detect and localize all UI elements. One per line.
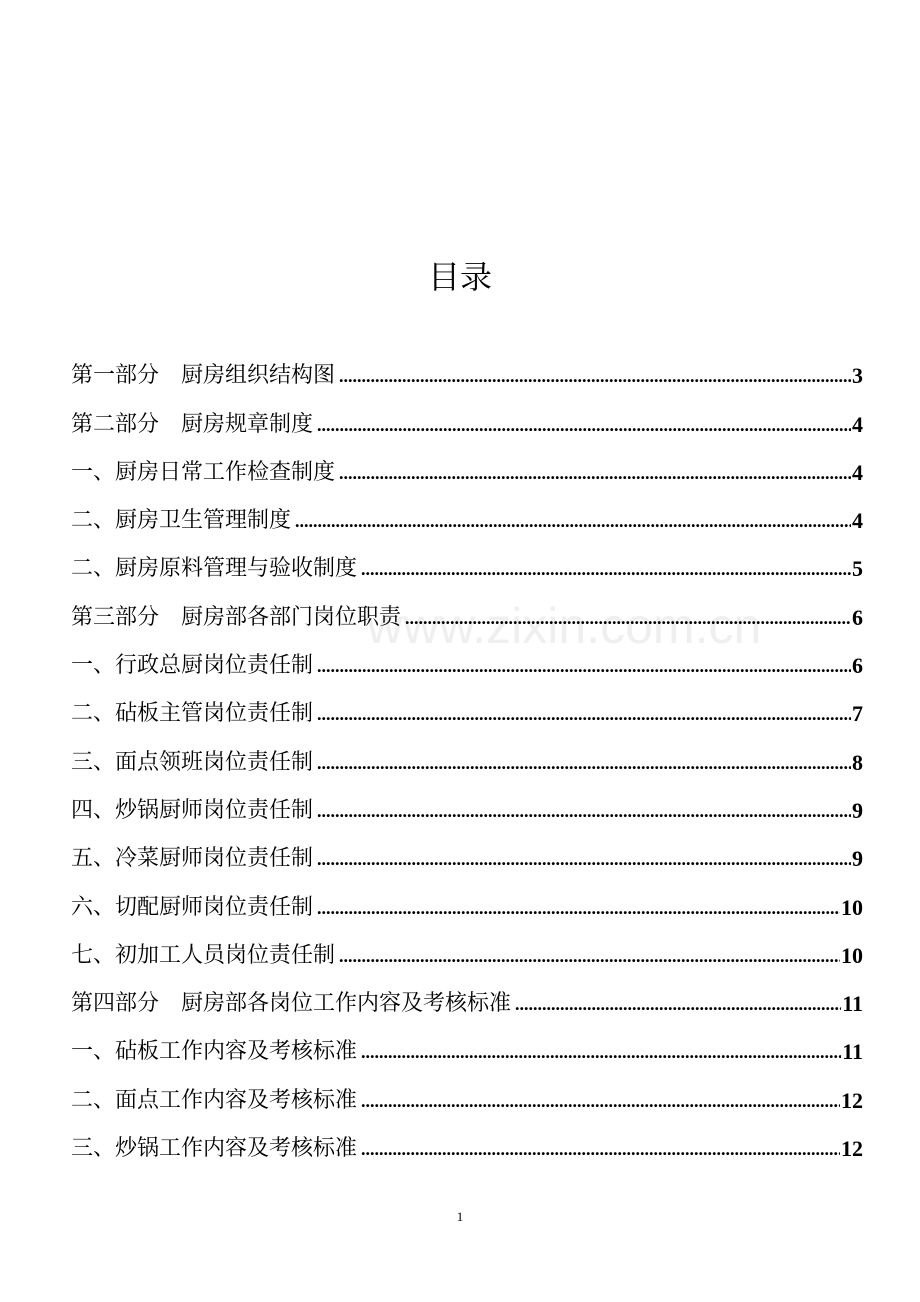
toc-entry[interactable] — [71, 400, 863, 448]
toc-entry-label: 三、炒锅工作内容及考核标准 — [71, 1136, 358, 1162]
toc-entry[interactable] — [71, 980, 863, 1028]
toc-entry-label: 一、砧板工作内容及考核标准 — [71, 1039, 358, 1065]
toc-entry[interactable] — [71, 932, 863, 980]
toc-entry-page: 11 — [842, 991, 863, 1017]
toc-entry[interactable] — [71, 545, 863, 593]
toc-leader-dots — [317, 642, 851, 690]
toc-entry-label: 五、冷菜厨师岗位责任制 — [71, 846, 314, 872]
toc-entry-label: 七、初加工人员岗位责任制 — [71, 942, 336, 968]
toc-entry-label: 六、切配厨师岗位责任制 — [71, 894, 314, 920]
toc-leader-dots — [295, 497, 851, 545]
page-number: 1 — [456, 1209, 464, 1224]
toc-entry-page: 9 — [852, 846, 863, 872]
toc-entry-page: 6 — [852, 653, 863, 679]
toc-leader-dots — [515, 980, 841, 1028]
toc-entry[interactable] — [71, 593, 863, 641]
toc-entry-page: 12 — [841, 1087, 863, 1113]
toc-entry-page: 4 — [852, 411, 863, 437]
toc-entry-page: 6 — [852, 604, 863, 630]
toc-entry[interactable] — [71, 642, 863, 690]
toc-entry-page: 4 — [852, 508, 863, 534]
toc-entry-page: 7 — [852, 701, 863, 727]
toc-entry[interactable] — [71, 497, 863, 545]
toc-entry[interactable] — [71, 1076, 863, 1124]
toc-entry-label: 第二部分 厨房规章制度 — [71, 411, 314, 437]
toc-entry[interactable] — [71, 449, 863, 497]
toc-entry[interactable] — [71, 883, 863, 931]
toc-entry[interactable] — [71, 1125, 863, 1173]
toc-entry[interactable] — [71, 690, 863, 738]
toc-entry-page: 5 — [852, 556, 863, 582]
toc-entry-label: 第三部分 厨房部各部门岗位职责 — [71, 604, 402, 630]
toc-entry-label: 第一部分 厨房组织结构图 — [71, 363, 336, 389]
toc-entry-label: 二、面点工作内容及考核标准 — [71, 1087, 358, 1113]
toc-entry[interactable] — [71, 1028, 863, 1076]
toc-leader-dots — [317, 690, 851, 738]
toc-entry[interactable] — [71, 738, 863, 786]
toc-leader-dots — [317, 739, 851, 787]
toc-leader-dots — [405, 594, 851, 642]
toc-leader-dots — [317, 787, 851, 835]
toc-entry-page: 12 — [841, 1136, 863, 1162]
toc-entry[interactable] — [71, 835, 863, 883]
watermark: www.zixin.com.cn — [366, 598, 762, 654]
toc-entry-label: 四、炒锅厨师岗位责任制 — [71, 797, 314, 823]
toc-entry-page: 10 — [841, 942, 863, 968]
toc-leader-dots — [361, 545, 851, 593]
page-title: 目录 — [427, 258, 492, 296]
toc-entry-label: 一、厨房日常工作检查制度 — [71, 459, 336, 485]
toc-leader-dots — [339, 352, 851, 400]
toc-entry[interactable] — [71, 787, 863, 835]
toc-leader-dots — [361, 1077, 840, 1125]
toc-entry-label: 三、面点领班岗位责任制 — [71, 749, 314, 775]
toc-entry-label: 二、砧板主管岗位责任制 — [71, 701, 314, 727]
toc-entry-page: 3 — [852, 363, 863, 389]
toc-entry-page: 10 — [841, 894, 863, 920]
toc-entry-page: 9 — [852, 797, 863, 823]
toc-leader-dots — [317, 835, 851, 883]
toc-entry-page: 11 — [842, 1039, 863, 1065]
toc-leader-dots — [361, 1028, 841, 1076]
toc-entry[interactable] — [71, 352, 863, 400]
table-of-contents — [71, 352, 863, 1173]
toc-leader-dots — [317, 401, 851, 449]
toc-entry-label: 一、行政总厨岗位责任制 — [71, 653, 314, 679]
toc-entry-label: 二、厨房卫生管理制度 — [71, 508, 292, 534]
toc-leader-dots — [361, 1125, 840, 1173]
toc-entry-label: 第四部分 厨房部各岗位工作内容及考核标准 — [71, 991, 512, 1017]
toc-entry-label: 二、厨房原料管理与验收制度 — [71, 556, 358, 582]
toc-leader-dots — [339, 932, 840, 980]
toc-entry-page: 4 — [852, 459, 863, 485]
toc-entry-page: 8 — [852, 749, 863, 775]
toc-leader-dots — [317, 884, 840, 932]
toc-leader-dots — [339, 449, 851, 497]
